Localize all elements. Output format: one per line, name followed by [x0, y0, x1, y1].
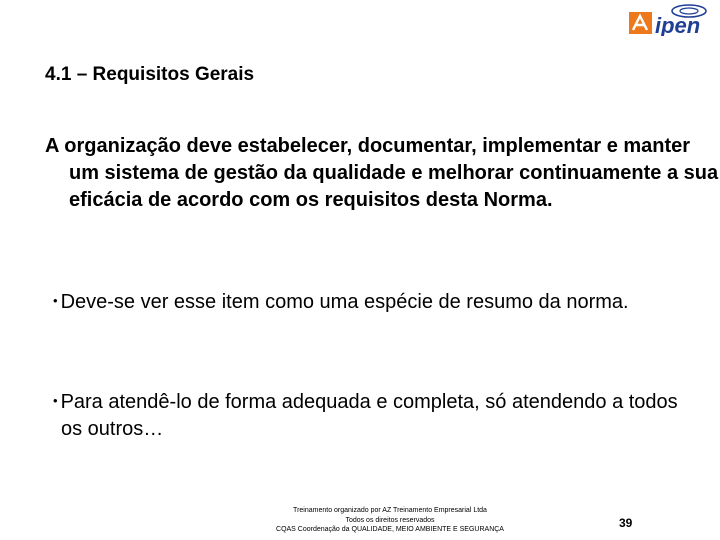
- bullet-text: Deve-se ver esse item como uma espécie de resumo da norma.: [60, 291, 629, 313]
- footer: [210, 506, 570, 535]
- footer-line-3: CQAS Coordenação da QUALIDADE, MEIO AMBIENTE E SEGURANÇA: [276, 526, 504, 533]
- intro-paragraph: A organização deve estabelecer, documentar, implementar e manter um sistema de gestão da qualidade e melhorar continuamente a sua eficácia de acordo com os requisitos desta Norma.: [45, 135, 719, 211]
- logo-text: ipen: [655, 13, 701, 36]
- bullet-text: Para atendê-lo de forma adequada e completa, só atendendo a todos os outros…: [60, 391, 678, 440]
- page-number: 39: [619, 516, 633, 530]
- bullet-item: [53, 287, 701, 316]
- slide-title: 4.1 – Requisitos Gerais: [45, 64, 255, 85]
- ipen-logo-graphic: [628, 2, 714, 36]
- bullet-dot-icon: •: [53, 393, 58, 408]
- ipen-logo: [628, 2, 714, 36]
- footer-line-1: Treinamento organizado por AZ Treinamento Empresarial Ltda: [293, 507, 487, 514]
- bullet-dot-icon: •: [53, 293, 58, 308]
- bullet-item: [53, 387, 701, 443]
- footer-line-2: Todos os direitos reservados: [345, 516, 435, 524]
